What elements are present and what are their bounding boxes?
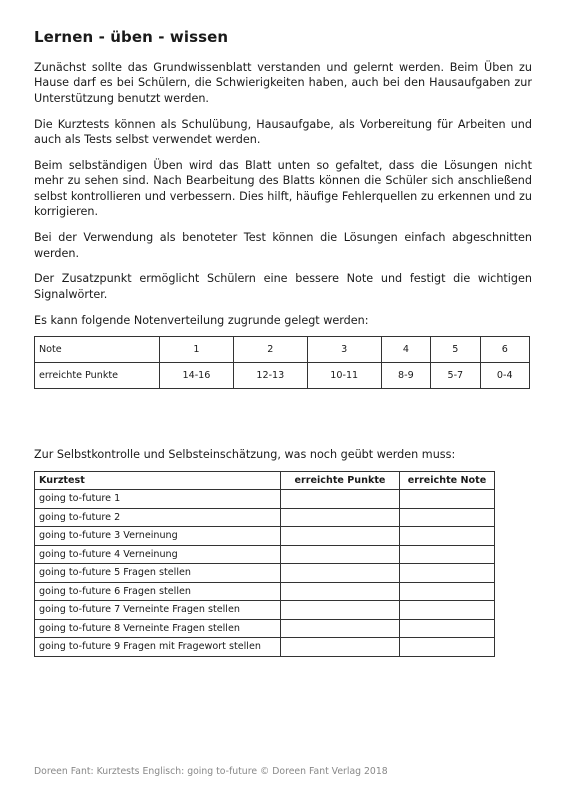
table-row — [35, 564, 495, 583]
self-check-intro: Zur Selbstkontrolle und Selbsteinschätzung, was noch geübt werden muss: — [34, 448, 456, 462]
paragraph-kurztests: Die Kurztests können als Schulübung, Hausaufgabe, als Vorbereitung für Arbeiten und auch als Tests selbst verwendet werden. — [34, 117, 532, 147]
table-row — [35, 363, 530, 389]
grade-entry-cell[interactable] — [400, 508, 495, 527]
table-header-row — [35, 471, 495, 490]
points-row-label: erreichte Punkte — [35, 363, 160, 389]
points-entry-cell[interactable] — [281, 638, 400, 657]
kurztest-name: going to-future 2 — [35, 508, 281, 527]
kurztest-name: going to-future 9 Fragen mit Fragewort stellen — [35, 638, 281, 657]
page-footer: Doreen Fant: Kurztests Englisch: going to-future © Doreen Fant Verlag 2018 — [34, 766, 388, 777]
paragraph-benoteter-test: Bei der Verwendung als benoteter Test können die Lösungen einfach abgeschnitten werden. — [34, 231, 532, 260]
kurztest-name: going to-future 3 Verneinung — [35, 527, 281, 546]
table-row — [35, 527, 495, 546]
kurztest-name: going to-future 1 — [35, 490, 281, 509]
self-check-table — [34, 471, 495, 657]
kurztest-name: going to-future 5 Fragen stellen — [35, 564, 281, 583]
grade-entry-cell[interactable] — [400, 601, 495, 620]
paragraph-notenverteilung: Es kann folgende Notenverteilung zugrunde gelegt werden: — [34, 313, 369, 327]
grade-distribution-table — [34, 336, 530, 389]
points-cell: 10-11 — [307, 363, 381, 389]
points-entry-cell[interactable] — [281, 490, 400, 509]
grade-entry-cell[interactable] — [400, 582, 495, 601]
grade-entry-cell[interactable] — [400, 490, 495, 509]
table-row — [35, 337, 530, 363]
points-entry-cell[interactable] — [281, 527, 400, 546]
document-page — [34, 28, 532, 657]
grade-cell: 2 — [233, 337, 307, 363]
column-header-note: erreichte Note — [400, 471, 495, 490]
points-entry-cell[interactable] — [281, 564, 400, 583]
points-entry-cell[interactable] — [281, 582, 400, 601]
table-row — [35, 508, 495, 527]
kurztest-name: going to-future 4 Verneinung — [35, 545, 281, 564]
grade-entry-cell[interactable] — [400, 638, 495, 657]
table-row — [35, 601, 495, 620]
points-entry-cell[interactable] — [281, 545, 400, 564]
table-row — [35, 545, 495, 564]
page-title: Lernen - üben - wissen — [34, 28, 229, 46]
paragraph-zusatzpunkt: Der Zusatzpunkt ermöglicht Schülern eine bessere Note und festigt die wichtigen Signalwörter. — [34, 272, 532, 301]
grade-cell: 3 — [307, 337, 381, 363]
grade-entry-cell[interactable] — [400, 527, 495, 546]
paragraph-grundwissen: Zunächst sollte das Grundwissenblatt verstanden und gelernt werden. Beim Üben zu Hause darf es bei Schülern, die Schwierigkeiten haben, auch bei den Hausaufgaben zur Unterstützung benutzt werden. — [34, 61, 532, 105]
grade-entry-cell[interactable] — [400, 545, 495, 564]
grade-cell: 1 — [160, 337, 234, 363]
grade-entry-cell[interactable] — [400, 619, 495, 638]
points-cell: 14-16 — [160, 363, 234, 389]
points-entry-cell[interactable] — [281, 601, 400, 620]
grade-cell: 4 — [381, 337, 430, 363]
column-header-punkte: erreichte Punkte — [281, 471, 400, 490]
grade-row-label: Note — [35, 337, 160, 363]
column-header-kurztest: Kurztest — [35, 471, 281, 490]
points-cell: 0-4 — [480, 363, 529, 389]
table-row — [35, 490, 495, 509]
paragraph-selbstaendig: Beim selbständigen Üben wird das Blatt unten so gefaltet, dass die Lösungen nicht mehr zu sehen sind. Nach Bearbeitung des Blatts können die Schüler sich anschließend selbst kontrollieren und verbessern. Dies hilft, häufige Fehlerquellen zu erkennen und zu korrigieren. — [34, 159, 532, 219]
kurztest-name: going to-future 7 Verneinte Fragen stellen — [35, 601, 281, 620]
points-entry-cell[interactable] — [281, 508, 400, 527]
grade-cell: 6 — [480, 337, 529, 363]
grade-entry-cell[interactable] — [400, 564, 495, 583]
table-row — [35, 638, 495, 657]
kurztest-name: going to-future 6 Fragen stellen — [35, 582, 281, 601]
kurztest-name: going to-future 8 Verneinte Fragen stellen — [35, 619, 281, 638]
points-cell: 5-7 — [431, 363, 480, 389]
points-cell: 8-9 — [381, 363, 430, 389]
grade-cell: 5 — [431, 337, 480, 363]
table-row — [35, 582, 495, 601]
points-cell: 12-13 — [233, 363, 307, 389]
table-row — [35, 619, 495, 638]
points-entry-cell[interactable] — [281, 619, 400, 638]
